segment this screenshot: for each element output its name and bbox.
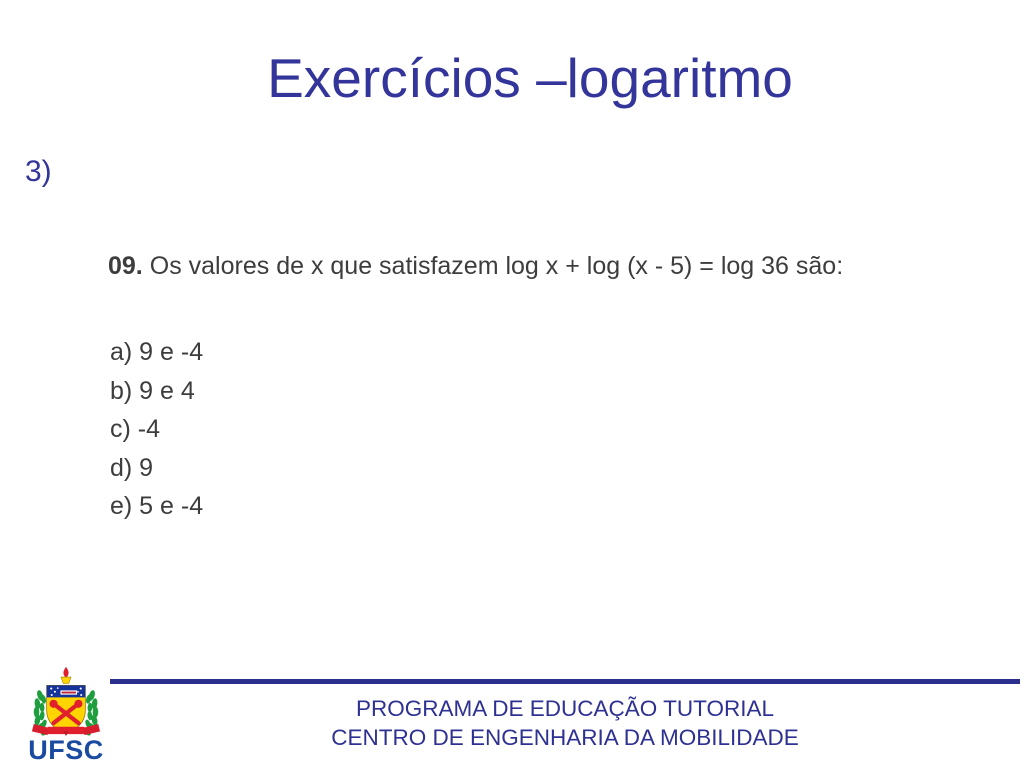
answer-option-d: d) 9 [110, 453, 154, 482]
answer-option-c: c) -4 [110, 415, 160, 443]
answer-option-e: e) 5 e -4 [110, 492, 204, 520]
footer [110, 694, 1020, 752]
footer-line-1: PROGRAMA DE EDUCAÇÃO TUTORIAL [356, 696, 774, 721]
answer-option-b: b) 9 e 4 [110, 376, 195, 405]
footer-line-2: CENTRO DE ENGENHARIA DA MOBILIDADE [331, 725, 799, 750]
answer-option-a: a) 9 e -4 [110, 338, 204, 366]
footer-divider [110, 679, 1020, 684]
ufsc-crest-icon [24, 666, 108, 736]
ufsc-logo [22, 666, 110, 764]
question-text [108, 252, 843, 281]
question-number: 09. [108, 252, 143, 280]
section-number: 3) [25, 155, 52, 188]
page-title: Exercícios –logaritmo [267, 47, 793, 109]
answer-options [110, 333, 203, 526]
ufsc-logo-text: UFSC [28, 735, 104, 765]
question-body: Os valores de x que satisfazem log x + log (x - 5) = log 36 são: [149, 252, 844, 280]
